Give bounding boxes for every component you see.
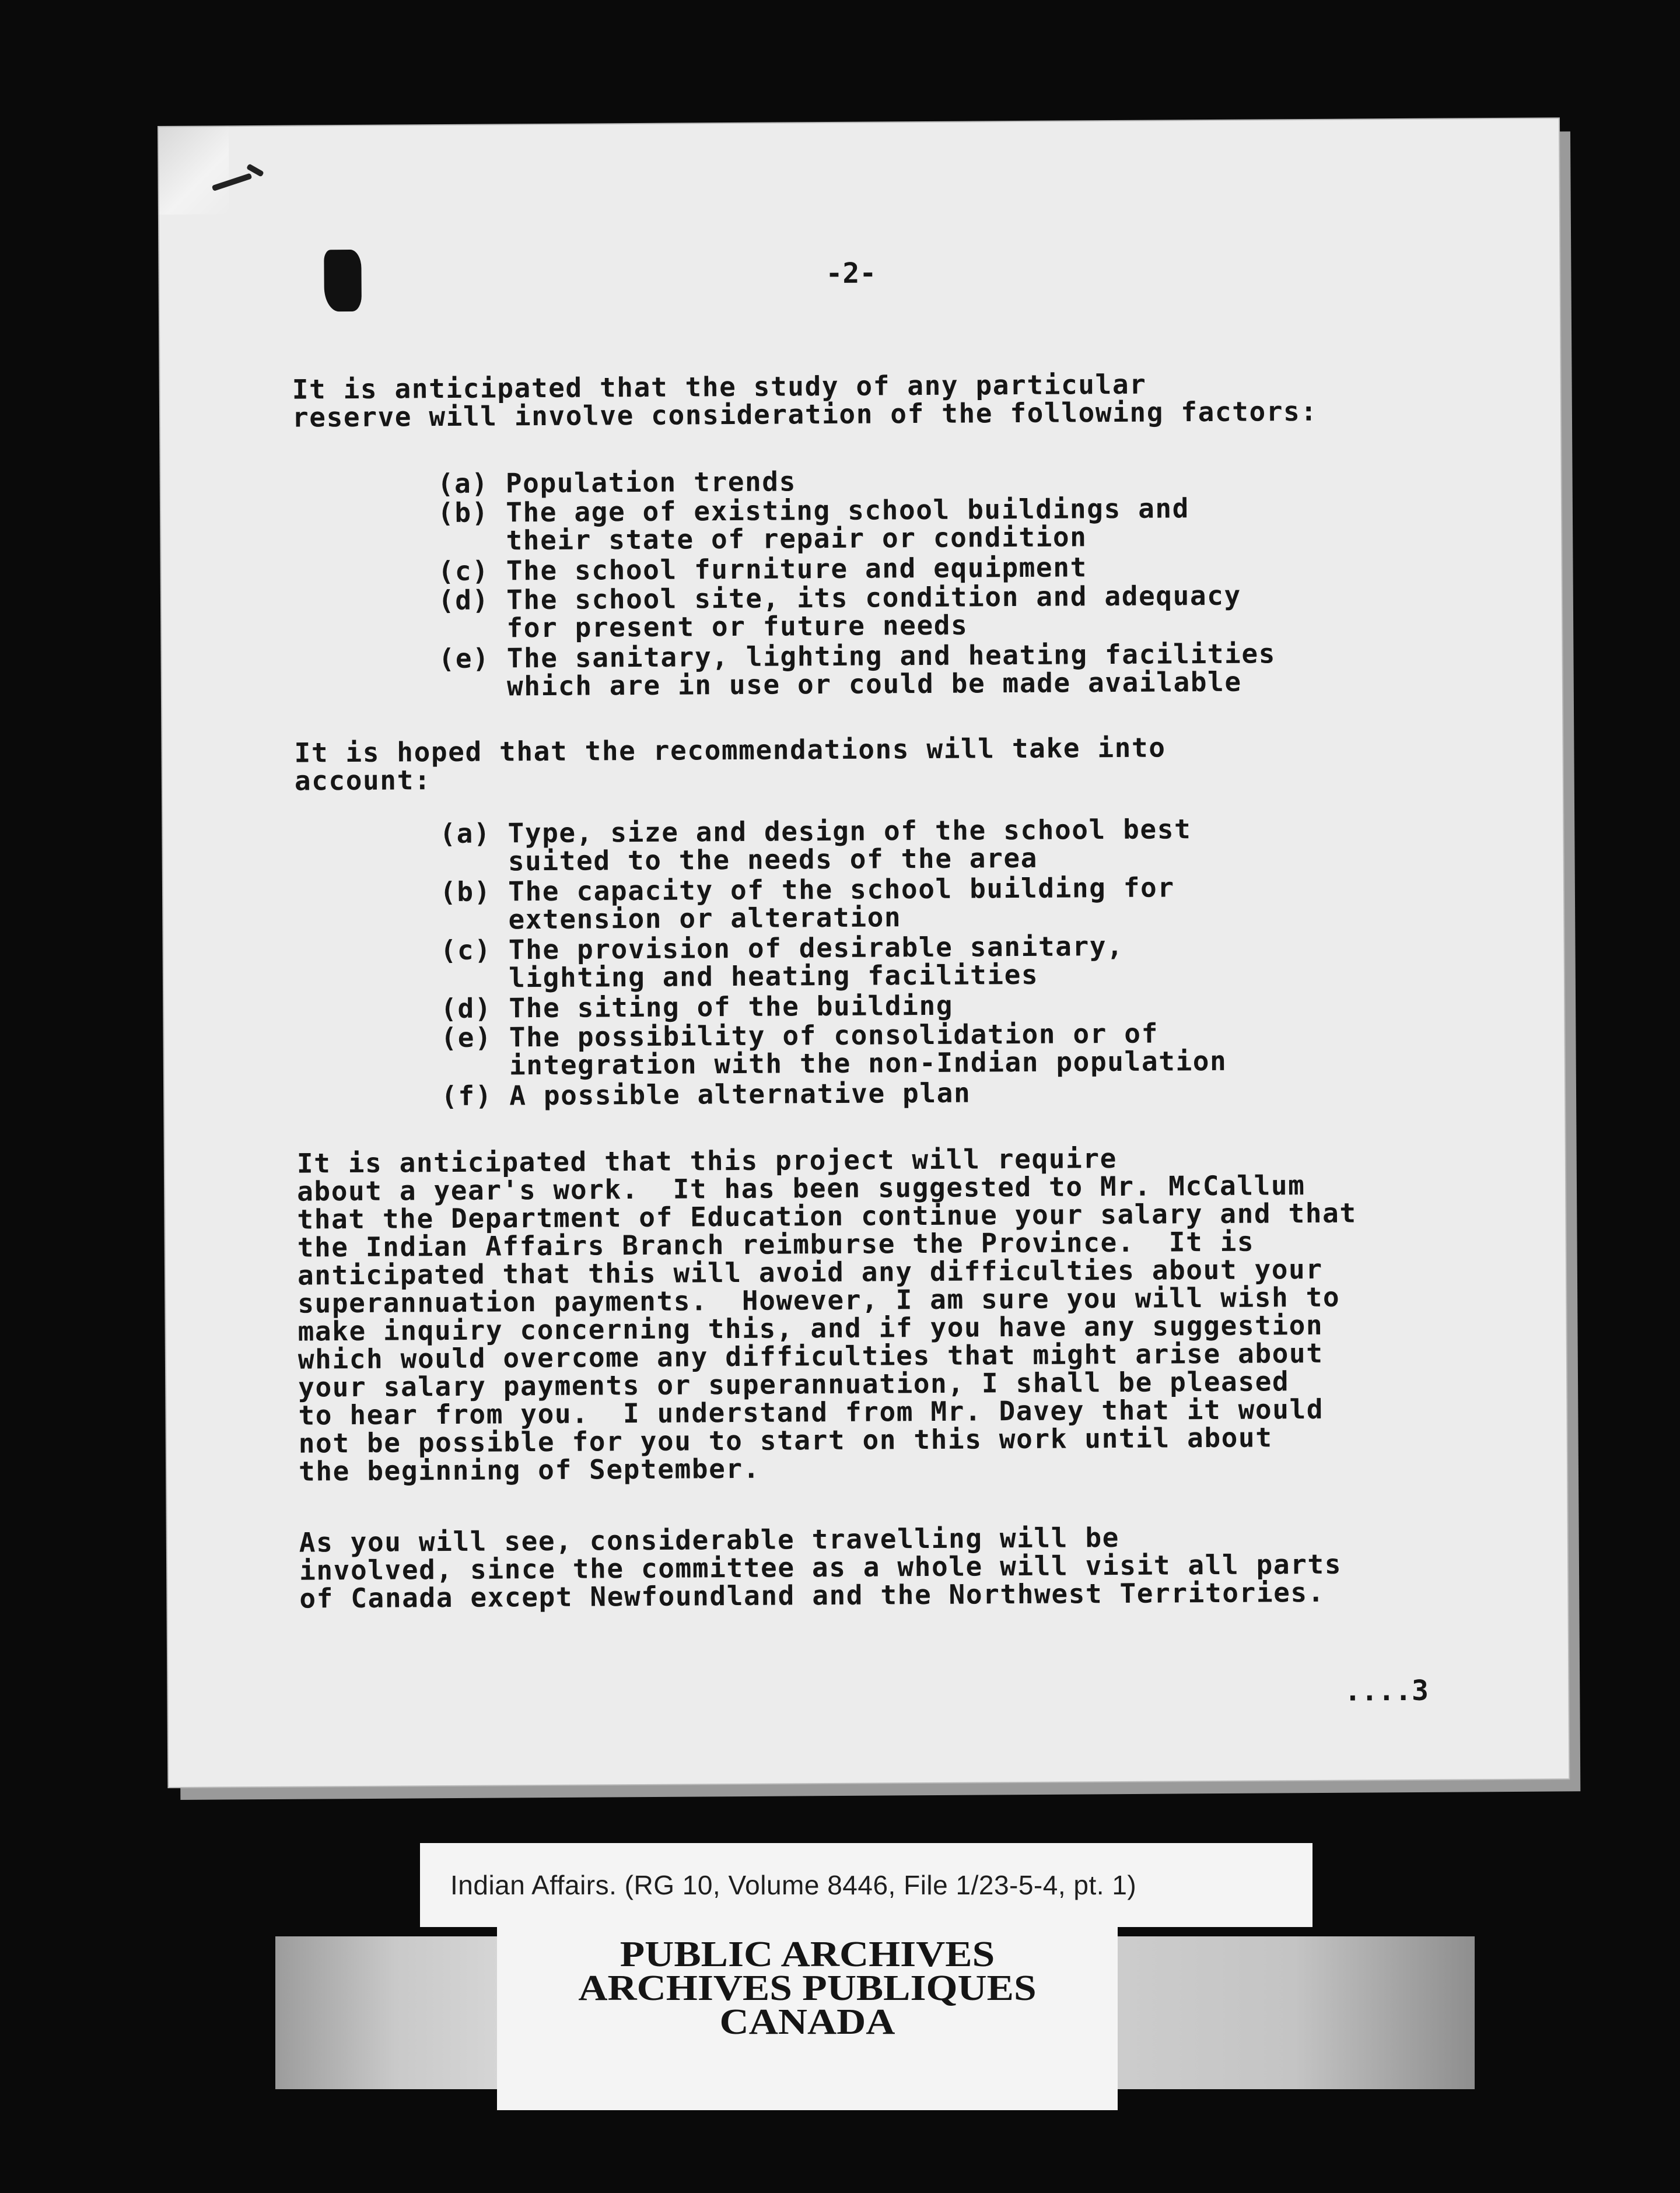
archive-reference-text: Indian Affairs. (RG 10, Volume 8446, File 1/23-5-4, pt. 1) (450, 1870, 1137, 1900)
folded-corner (159, 127, 229, 215)
archive-stamp (497, 1935, 1118, 2042)
recommendation-item: (e) The possibility of consolidation or of integration with the non-Indian population (440, 1017, 1227, 1082)
archive-stamp-line: ARCHIVES PUBLIQUES (578, 1968, 1037, 2008)
continuation-marker: ....3 (1344, 1674, 1429, 1708)
recommendation-item: (a) Type, size and design of the school best suited to the needs of the area (439, 813, 1192, 878)
paragraph-recommendations-intro: It is hoped that the recommendations will take into account: (294, 731, 1166, 797)
paragraph-project: It is anticipated that this project will require about a year's work. It has been suggested to Mr. McCallum that the Department of Education continue your salary and that the Indian Affairs Branch reimburse the Province. It is anticipated that this will avoid any difficulties about your superannuation payments. However, I am sure you will wish to make inquiry concerning this, and if you have any suggestion which would overcome any difficulties that might arise about your salary payments or superannuation, I shall be pleased to hear from you. I understand from Mr. Davey that it would not be possible for you to start on this work until about the beginning of September. (296, 1142, 1357, 1487)
archive-stamp-line: CANADA (719, 2002, 895, 2042)
factor-item: (e) The sanitary, lighting and heating facilities which are in use or could be made available (438, 637, 1276, 703)
archive-stamp-line: PUBLIC ARCHIVES (620, 1935, 995, 1974)
typed-letter-page (159, 118, 1569, 1787)
factor-item: (a) Population trends (437, 465, 797, 500)
factor-item: (d) The school site, its condition and adequacy for present or future needs (438, 579, 1241, 644)
recommendation-item: (d) The siting of the building (440, 989, 954, 1025)
paragraph-factors-intro: It is anticipated that the study of any particular reserve will involve consideration of the following factors: (292, 368, 1318, 433)
archive-reference-label (420, 1843, 1312, 1927)
factor-item: (b) The age of existing school buildings and their state of repair or condition (437, 492, 1190, 557)
paragraph-travel: As you will see, considerable travelling will be involved, since the committee as a whole will visit all parts of Canada except Newfoundland and the Northwest Territories. (299, 1521, 1342, 1614)
recommendation-item: (c) The provision of desirable sanitary, lighting and heating facilities (440, 930, 1124, 994)
recommendation-item: (f) A possible alternative plan (440, 1077, 971, 1112)
factor-item: (c) The school furniture and equipment (438, 551, 1087, 587)
recommendation-item: (b) The capacity of the school building for extension or alteration (439, 871, 1175, 936)
punch-hole (324, 250, 362, 311)
page-number: -2- (825, 257, 877, 290)
